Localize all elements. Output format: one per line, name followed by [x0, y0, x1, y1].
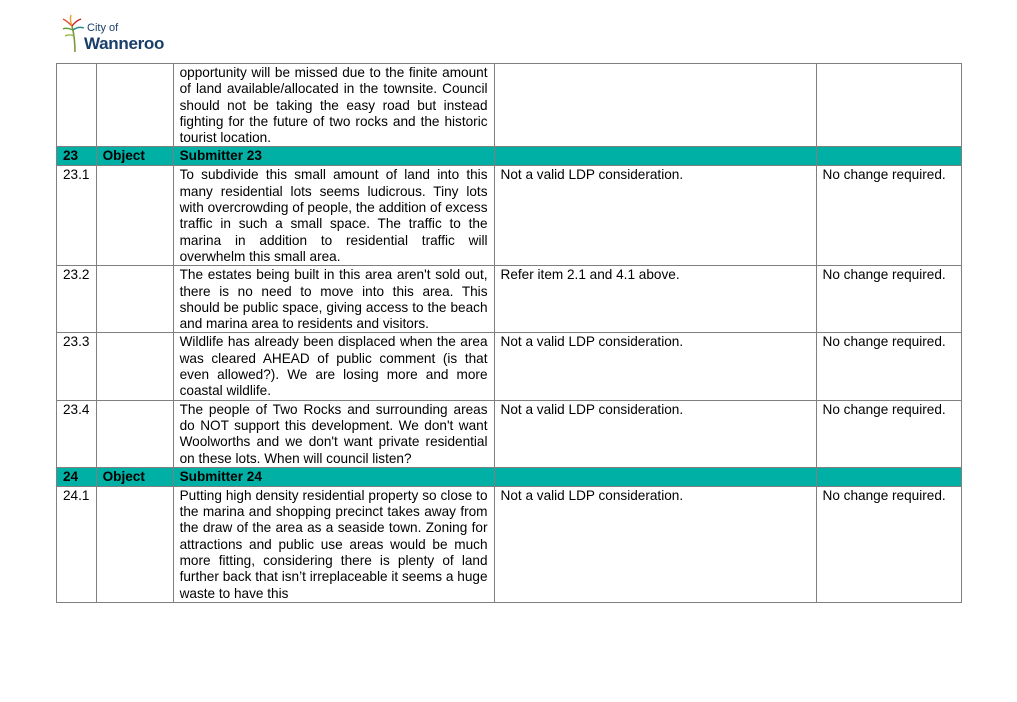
- submitter-header-row: [57, 467, 962, 486]
- action: No change required.: [816, 266, 962, 333]
- submitter-number: 23: [57, 147, 97, 166]
- position: [96, 486, 173, 602]
- position: [96, 333, 173, 400]
- table-row: [57, 333, 962, 400]
- submitter-name: Submitter 23: [173, 147, 494, 166]
- submission-number: 23.2: [57, 266, 97, 333]
- submission-number: 23.4: [57, 400, 97, 467]
- submission-text: Wildlife has already been displaced when the area was cleared AHEAD of public comment (is that even allowed?). We are losing more and more coastal wildlife.: [173, 333, 494, 400]
- response: Not a valid LDP consideration.: [494, 486, 816, 602]
- table-row: [57, 166, 962, 266]
- submission-number: 23.1: [57, 166, 97, 266]
- response: Not a valid LDP consideration.: [494, 333, 816, 400]
- logo-small-text: City of: [87, 22, 119, 34]
- city-logo: [62, 14, 182, 56]
- action: No change required.: [816, 333, 962, 400]
- table-row: [57, 486, 962, 602]
- submission-text: The estates being built in this area aren't sold out, there is no need to move into this area. This should be public space, giving access to the beach and marina area to residents and visitors.: [173, 266, 494, 333]
- table-row: [57, 400, 962, 467]
- position: [96, 64, 173, 147]
- submission-text: Putting high density residential property so close to the marina and shopping precinct takes away from the draw of the area as a seaside town. Zoning for attractions and public use areas would be much more fitting, considering there is plenty of land further back that isn’t irreplaceable it seems a huge waste to have this: [173, 486, 494, 602]
- logo-name-text: Wanneroo: [84, 34, 165, 53]
- table-row: [57, 266, 962, 333]
- action: [816, 147, 962, 166]
- response: [494, 64, 816, 147]
- submissions-table: [56, 63, 962, 603]
- submission-number: 23.3: [57, 333, 97, 400]
- position: [96, 266, 173, 333]
- submission-number: 24.1: [57, 486, 97, 602]
- action: No change required.: [816, 486, 962, 602]
- response: [494, 147, 816, 166]
- action: No change required.: [816, 166, 962, 266]
- submitter-number: 24: [57, 467, 97, 486]
- response: Not a valid LDP consideration.: [494, 166, 816, 266]
- submission-number: [57, 64, 97, 147]
- position: Object: [96, 467, 173, 486]
- table-row-continued: [57, 64, 962, 147]
- response: [494, 467, 816, 486]
- submission-text: opportunity will be missed due to the finite amount of land available/allocated in the townsite. Council should not be taking the easy road but instead fighting for the future of two rocks and the historic tourist location.: [173, 64, 494, 147]
- action: No change required.: [816, 400, 962, 467]
- position: Object: [96, 147, 173, 166]
- submission-text: The people of Two Rocks and surrounding areas do NOT support this development. We don't want Woolworths and we don't want private residential on these lots. When will council listen?: [173, 400, 494, 467]
- position: [96, 400, 173, 467]
- submitter-header-row: [57, 147, 962, 166]
- action: [816, 467, 962, 486]
- submission-text: To subdivide this small amount of land into this many residential lots seems ludicrous. Tiny lots with overcrowding of people, the addition of excess traffic in such a small space. The traffic to the marina in addition to residential traffic will overwhelm this small area.: [173, 166, 494, 266]
- submitter-name: Submitter 24: [173, 467, 494, 486]
- response: Refer item 2.1 and 4.1 above.: [494, 266, 816, 333]
- response: Not a valid LDP consideration.: [494, 400, 816, 467]
- position: [96, 166, 173, 266]
- action: [816, 64, 962, 147]
